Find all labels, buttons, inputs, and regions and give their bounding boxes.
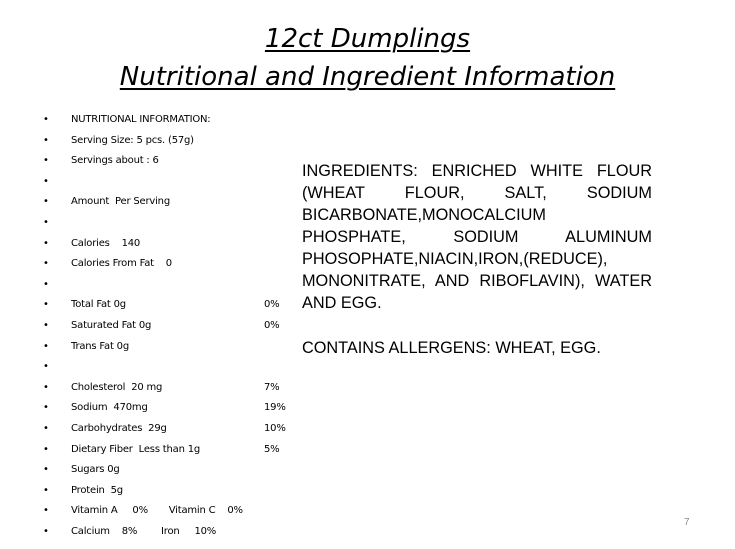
nutrition-item-daily-value: 10% <box>264 422 286 434</box>
bullet-icon: • <box>43 422 49 434</box>
nutrition-item-label: Vitamin A 0% Vitamin C 0% <box>71 505 243 517</box>
nutrition-item-label: Amount Per Serving <box>71 196 170 208</box>
nutrition-item <box>0 254 300 275</box>
nutrition-item <box>0 213 300 234</box>
nutrition-item-label: Sodium 470mg <box>71 402 148 414</box>
bullet-icon: • <box>43 484 49 496</box>
nutrition-item-label: Calcium 8% Iron 10% <box>71 525 217 537</box>
nutrition-item-label: Calories From Fat 0 <box>71 258 172 270</box>
nutrition-item-label: Carbohydrates 29g <box>71 422 167 434</box>
nutrition-item <box>0 337 300 358</box>
bullet-icon: • <box>43 299 49 311</box>
nutrition-item-label: Servings about : 6 <box>71 155 159 167</box>
bullet-icon: • <box>43 216 49 228</box>
nutrition-item-label: Trans Fat 0g <box>71 340 129 352</box>
nutrition-item <box>0 131 300 152</box>
bullet-icon: • <box>43 237 49 249</box>
nutrition-item-daily-value: 5% <box>264 443 280 455</box>
bullet-icon: • <box>43 381 49 393</box>
nutrition-item-label: Saturated Fat 0g <box>71 319 152 331</box>
nutrition-item <box>0 357 300 378</box>
nutrition-item-daily-value: 0% <box>264 319 280 331</box>
nutrition-item <box>0 192 300 213</box>
bullet-icon: • <box>43 278 49 290</box>
nutrition-item-label: Total Fat 0g <box>71 299 126 311</box>
bullet-icon: • <box>43 464 49 476</box>
nutrition-item <box>0 275 300 296</box>
nutrition-item <box>0 316 300 337</box>
bullet-icon: • <box>43 525 49 537</box>
ingredients-text: INGREDIENTS: ENRICHED WHITE FLOUR (WHEAT FLOUR, SALT, SODIUM BICARBONATE,MONOCALCIUM PHOSPHATE, SODIUM ALUMINUM PHOSOPHATE,NIACIN,IRON,(REDUCE), MONONITRATE, AND RIBOFLAVIN), WATER AND EGG. <box>302 162 652 312</box>
slide-title-line-2: Nutritional and Ingredient Information <box>119 62 616 92</box>
nutrition-item-daily-value: 19% <box>264 402 286 414</box>
bullet-icon: • <box>43 319 49 331</box>
bullet-icon: • <box>43 114 49 125</box>
page-number: 7 <box>684 517 690 528</box>
bullet-icon: • <box>43 443 49 455</box>
nutrition-item-label: Calories 140 <box>71 237 141 249</box>
slide-title-line-1: 12ct Dumplings <box>264 24 471 54</box>
bullet-icon: • <box>43 175 49 187</box>
bullet-icon: • <box>43 155 49 167</box>
nutrition-item <box>0 378 300 399</box>
nutrition-item <box>0 110 300 131</box>
nutrition-item <box>0 295 300 316</box>
bullet-icon: • <box>43 505 49 517</box>
nutrition-item <box>0 172 300 193</box>
nutrition-item <box>0 398 300 419</box>
nutrition-item-label: Serving Size: 5 pcs. (57g) <box>71 134 194 146</box>
nutrition-item <box>0 440 300 461</box>
bullet-icon: • <box>43 196 49 208</box>
bullet-icon: • <box>43 340 49 352</box>
nutrition-item-label: Sugars 0g <box>71 464 120 476</box>
allergens-text: CONTAINS ALLERGENS: WHEAT, EGG. <box>302 339 601 357</box>
bullet-icon: • <box>43 402 49 414</box>
nutrition-item-label: Dietary Fiber Less than 1g <box>71 443 201 455</box>
nutrition-item <box>0 419 300 440</box>
nutrition-item <box>0 481 300 502</box>
nutrition-item <box>0 151 300 172</box>
bullet-icon: • <box>43 258 49 270</box>
nutrition-item-daily-value: 7% <box>264 381 280 393</box>
nutrition-item-label: Protein 5g <box>71 484 123 496</box>
nutrition-item <box>0 234 300 255</box>
nutrition-item <box>0 522 300 543</box>
nutrition-item-daily-value: 0% <box>264 299 280 311</box>
bullet-icon: • <box>43 361 49 373</box>
nutrition-list <box>0 110 300 542</box>
nutrition-item <box>0 460 300 481</box>
bullet-icon: • <box>43 134 49 146</box>
nutrition-item-label: Cholesterol 20 mg <box>71 381 163 393</box>
nutrition-item-label: NUTRITIONAL INFORMATION: <box>71 114 211 125</box>
nutrition-item <box>0 501 300 522</box>
